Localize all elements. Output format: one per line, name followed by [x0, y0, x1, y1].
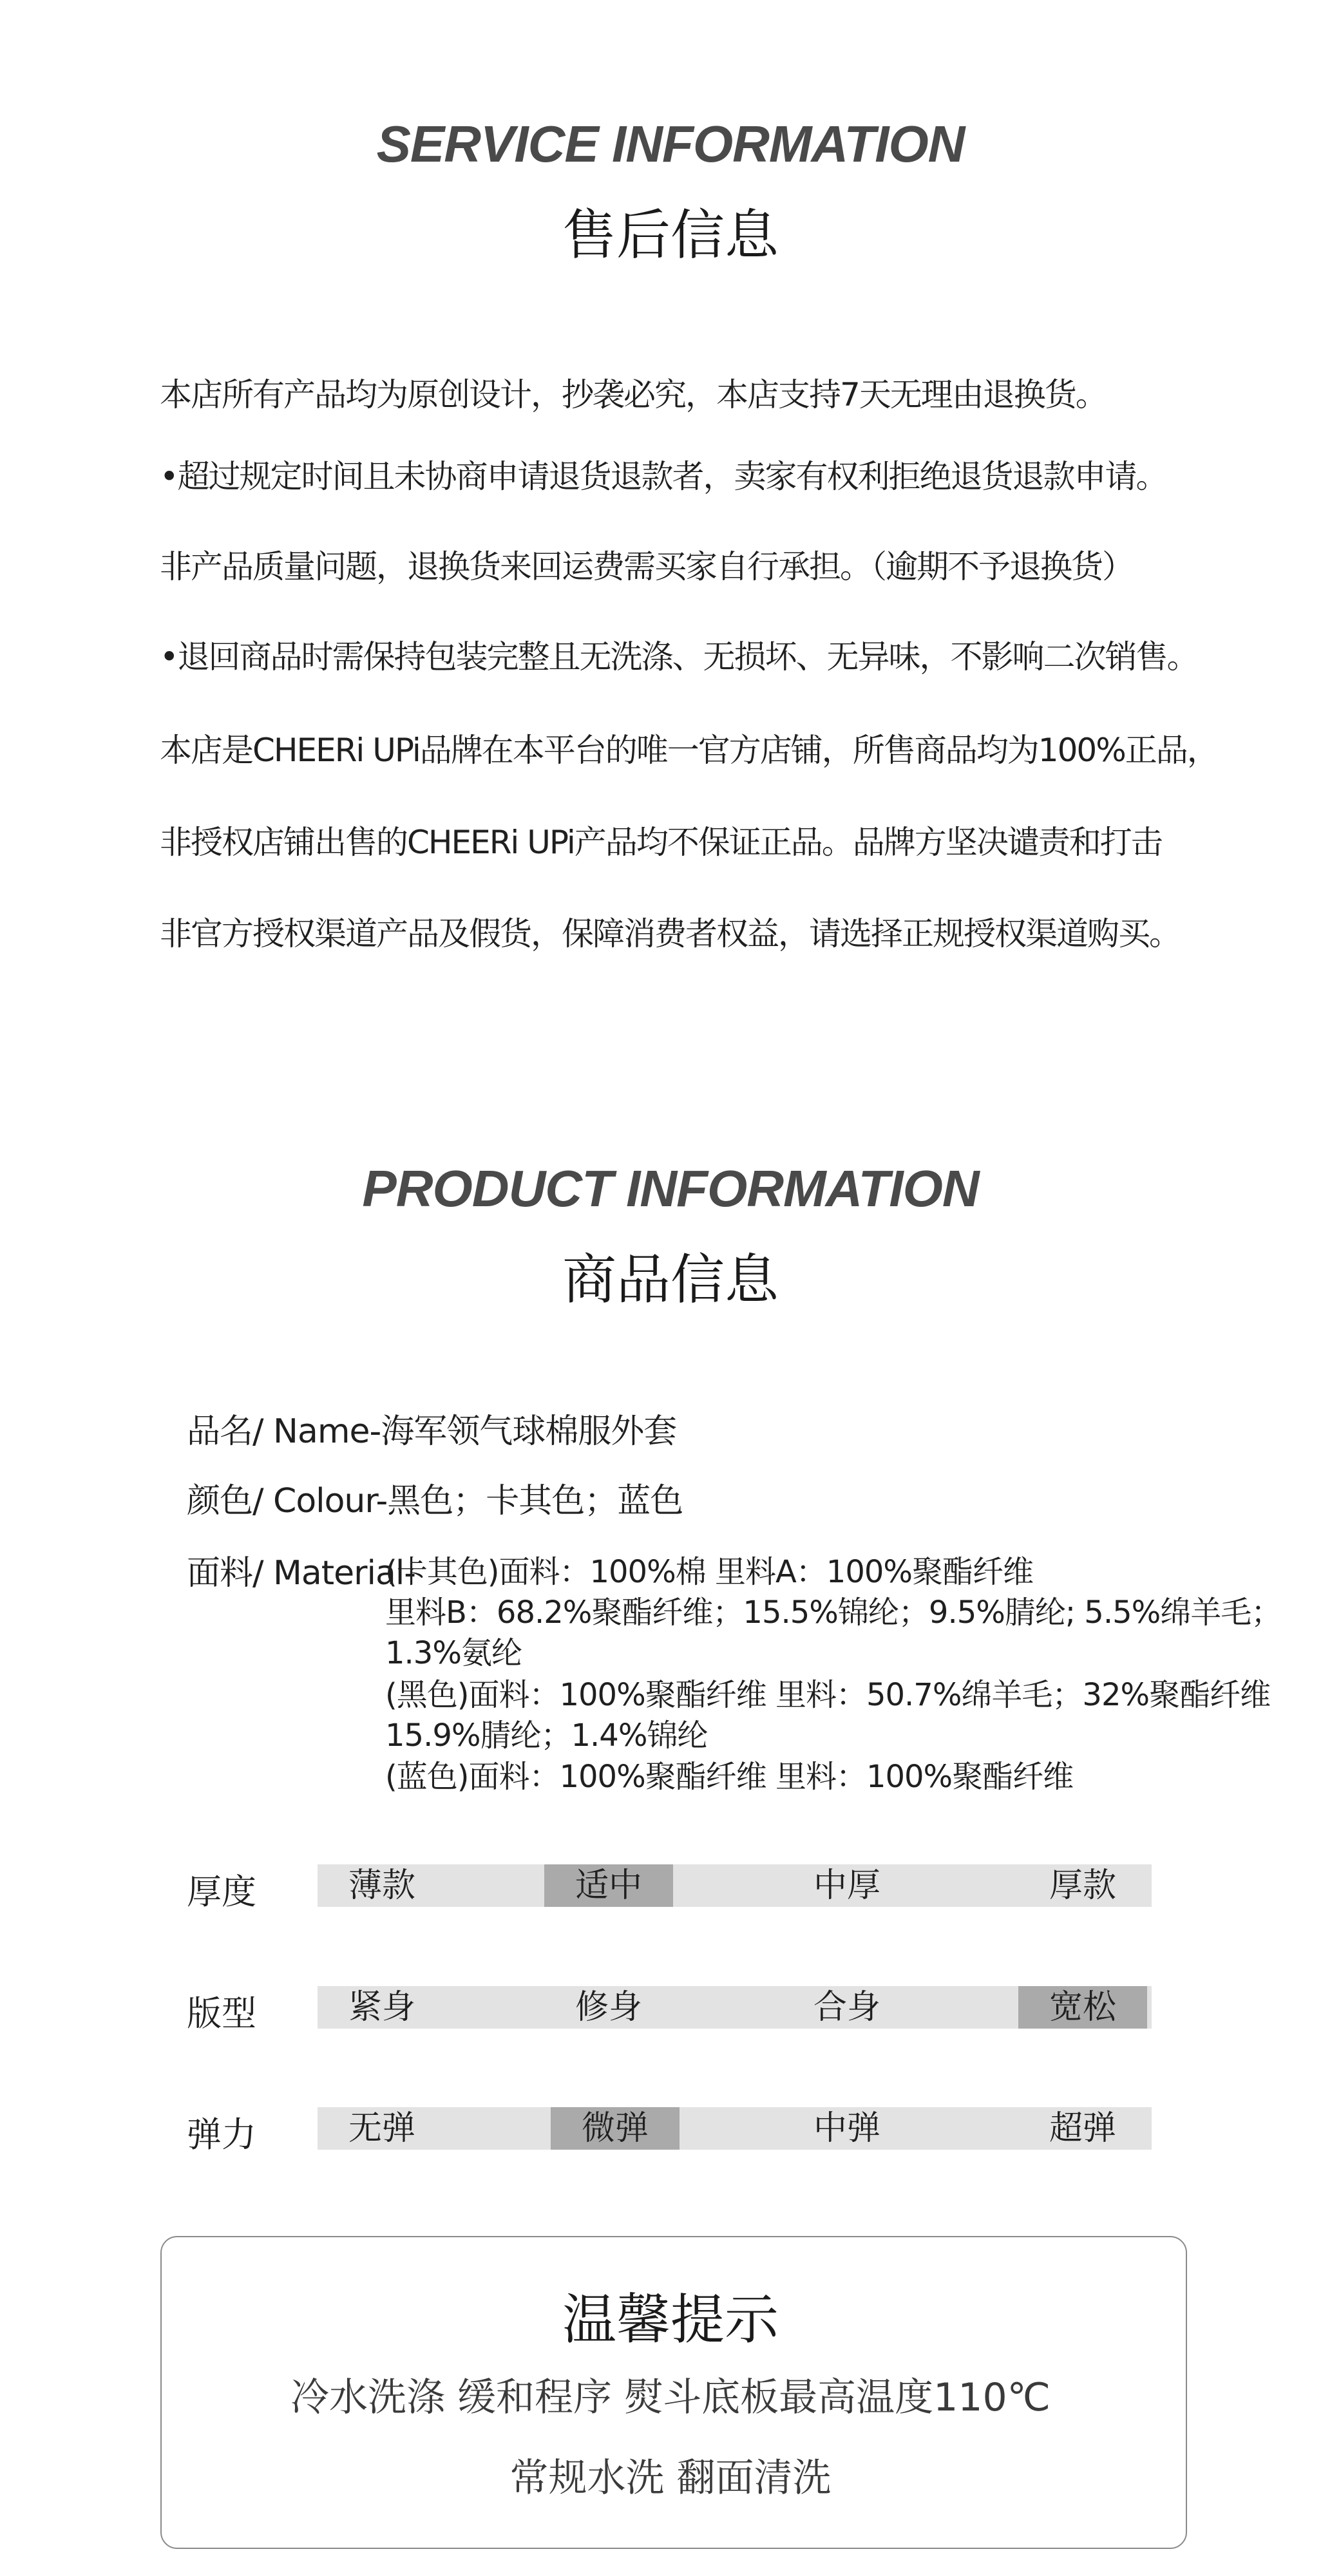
service-line: 非产品质量问题，退换货来回运费需买家自行承担。（逾期不予退换货）: [160, 548, 1133, 585]
rating-label-elasticity: 弹力: [187, 2114, 256, 2155]
service-title-en: SERVICE INFORMATION: [376, 115, 965, 173]
rating-bar-thickness: [318, 1864, 1152, 1907]
service-line: •超过规定时间且未协商申请退货退款者，卖家有权利拒绝退货退款申请。: [160, 458, 1167, 495]
material-line: (黑色)面料：100%聚酯纤维 里料：50.7%绵羊毛；32%聚酯纤维: [385, 1677, 1271, 1713]
rating-option: 修身: [575, 1988, 642, 2027]
rating-option: 紧身: [348, 1988, 415, 2027]
rating-option: 中厚: [813, 1866, 880, 1905]
material-line: 里料B：68.2%聚酯纤维；15.5%锦纶；9.5%腈纶; 5.5%绵羊毛；: [385, 1595, 1282, 1631]
product-colour: 颜色/ Colour-黑色；卡其色；蓝色: [187, 1482, 683, 1520]
material-line: (蓝色)面料：100%聚酯纤维 里料：100%聚酯纤维: [385, 1759, 1074, 1795]
service-line: 非授权店铺出售的CHEERi UPi产品均不保证正品。品牌方坚决谴责和打击: [160, 824, 1162, 861]
material-line: 1.3%氨纶: [385, 1635, 522, 1671]
material-line: 15.9%腈纶；1.4%锦纶: [385, 1718, 708, 1754]
rating-option: 厚款: [1049, 1866, 1116, 1905]
rating-option: 合身: [813, 1988, 880, 2027]
rating-bar-elasticity: [318, 2107, 1152, 2150]
rating-option: 宽松: [1018, 1986, 1147, 2029]
rating-label-fit: 版型: [187, 1993, 256, 2034]
care-tips-title: 温馨提示: [562, 2288, 779, 2351]
product-title-en: PRODUCT INFORMATION: [362, 1160, 979, 1217]
rating-option: 适中: [544, 1864, 673, 1907]
rating-option: 微弹: [551, 2107, 680, 2150]
product-name: 品名/ Name-海军领气球棉服外套: [187, 1412, 677, 1451]
rating-option: 中弹: [813, 2109, 880, 2148]
rating-bar-fit: [318, 1986, 1152, 2029]
material-line: (卡其色)面料：100%棉 里料A：100%聚酯纤维: [385, 1554, 1034, 1590]
care-tips-line: 常规水洗 翻面清洗: [509, 2456, 832, 2501]
service-line: •退回商品时需保持包装完整且无洗涤、无损坏、无异味，不影响二次销售。: [160, 638, 1198, 676]
service-line: 本店是CHEERi UPi品牌在本平台的唯一官方店铺，所售商品均为100%正品，: [160, 732, 1218, 769]
care-tips-line: 冷水洗涤 缓和程序 熨斗底板最高温度110℃: [290, 2375, 1051, 2420]
rating-option: 无弹: [348, 2109, 415, 2148]
service-title-cn: 售后信息: [562, 204, 779, 267]
rating-option: 超弹: [1049, 2109, 1116, 2148]
product-title-cn: 商品信息: [562, 1248, 779, 1311]
rating-option: 薄款: [348, 1866, 415, 1905]
service-line: 非官方授权渠道产品及假货，保障消费者权益，请选择正规授权渠道购买。: [160, 915, 1180, 952]
rating-label-thickness: 厚度: [187, 1871, 256, 1912]
service-line: 本店所有产品均为原创设计，抄袭必究，本店支持7天无理由退换货。: [160, 376, 1107, 413]
product-material-label: 面料/ Material-: [187, 1554, 416, 1593]
